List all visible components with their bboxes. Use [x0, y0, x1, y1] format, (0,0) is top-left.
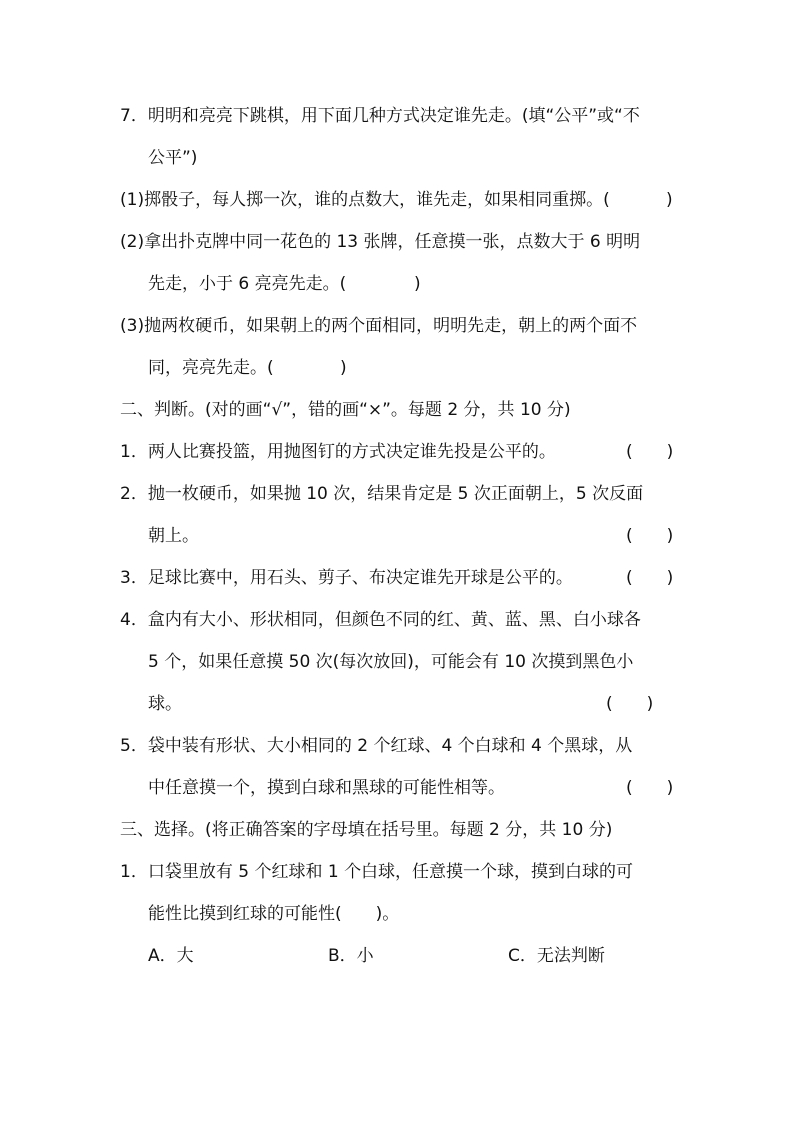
- judge-q2-line2: 朝上。: [148, 526, 199, 546]
- q7-item2-line2: 先走，小于 6 亮亮先走。(: [148, 274, 347, 294]
- judge-q1-answer-paren[interactable]: ( ): [626, 442, 674, 462]
- judge-q4-line1: 4．盒内有大小、形状相同，但颜色不同的红、黄、蓝、黑、白小球各: [120, 610, 641, 630]
- choice-q1-line2: 能性比摸到红球的可能性( )。: [148, 904, 400, 924]
- section2-heading: 二、判断。(对的画“√”，错的画“×”。每题 2 分，共 10 分): [120, 400, 571, 420]
- judge-q1: 1．两人比赛投篮，用抛图钉的方式决定谁先投是公平的。: [120, 442, 556, 462]
- q7-item1: (1)掷骰子，每人掷一次，谁的点数大，谁先走，如果相同重掷。(: [120, 190, 610, 210]
- q7-item3-close-paren: ): [340, 358, 347, 378]
- q7-item2-line1: (2)拿出扑克牌中同一花色的 13 张牌，任意摸一张，点数大于 6 明明: [120, 232, 641, 252]
- choice-q1-line1: 1．口袋里放有 5 个红球和 1 个白球，任意摸一个球，摸到白球的可: [120, 862, 634, 882]
- judge-q5-answer-paren[interactable]: ( ): [626, 778, 674, 798]
- judge-q5-line1: 5．袋中装有形状、大小相同的 2 个红球、4 个白球和 4 个黑球，从: [120, 736, 633, 756]
- q7-item3-line2: 同，亮亮先走。(: [148, 358, 274, 378]
- q7-item2-close-paren: ): [414, 274, 421, 294]
- judge-q4-line2: 5 个，如果任意摸 50 次(每次放回)，可能会有 10 次摸到黑色小: [148, 652, 634, 672]
- judge-q3-answer-paren[interactable]: ( ): [626, 568, 674, 588]
- section3-heading: 三、选择。(将正确答案的字母填在括号里。每题 2 分，共 10 分): [120, 820, 613, 840]
- q7-item1-close-paren: ): [666, 190, 673, 210]
- q7-stem-line2: 公平”): [148, 148, 198, 168]
- judge-q4-answer-paren[interactable]: ( ): [606, 694, 654, 714]
- q7-item3-line1: (3)抛两枚硬币，如果朝上的两个面相同，明明先走，朝上的两个面不: [120, 316, 638, 336]
- judge-q2-line1: 2．抛一枚硬币，如果抛 10 次，结果肯定是 5 次正面朝上，5 次反面: [120, 484, 644, 504]
- choice-q1-option-b[interactable]: B．小: [328, 946, 374, 966]
- judge-q5-line2: 中任意摸一个，摸到白球和黑球的可能性相等。: [148, 778, 505, 798]
- choice-q1-option-c[interactable]: C．无法判断: [508, 946, 605, 966]
- judge-q4-line3: 球。: [148, 694, 182, 714]
- q7-stem-line1: 7．明明和亮亮下跳棋，用下面几种方式决定谁先走。(填“公平”或“不: [120, 106, 640, 126]
- choice-q1-option-a[interactable]: A．大: [148, 946, 194, 966]
- judge-q2-answer-paren[interactable]: ( ): [626, 526, 674, 546]
- judge-q3: 3．足球比赛中，用石头、剪子、布决定谁先开球是公平的。: [120, 568, 573, 588]
